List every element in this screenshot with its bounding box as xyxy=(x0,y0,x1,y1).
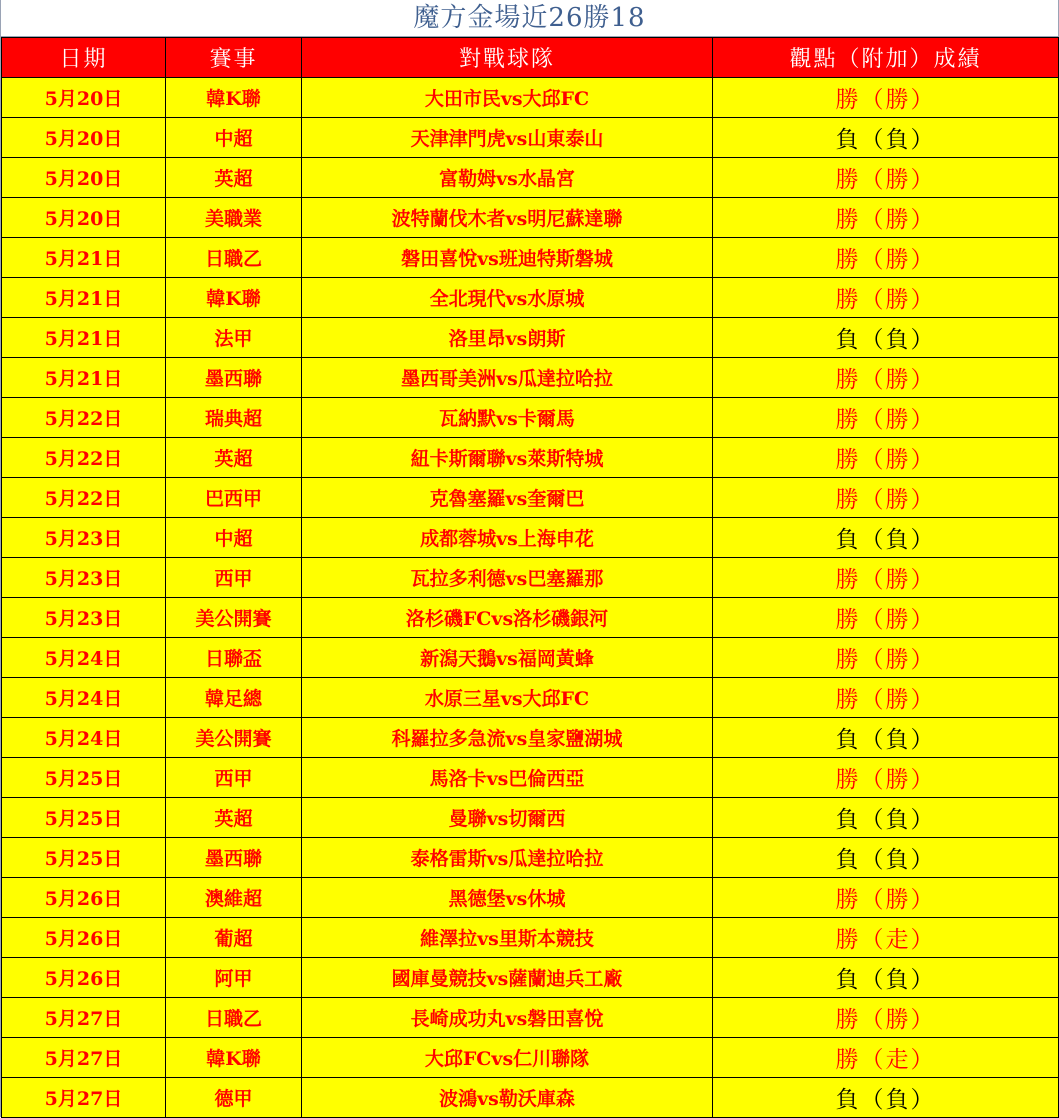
cell-date: 5月22日 xyxy=(2,478,166,518)
cell-match: 波特蘭伐木者vs明尼蘇達聯 xyxy=(302,198,713,238)
cell-league: 美公開賽 xyxy=(166,718,302,758)
cell-league: 墨西聯 xyxy=(166,358,302,398)
table-row xyxy=(2,398,1059,438)
cell-result: 負（負） xyxy=(713,718,1059,758)
cell-match: 全北現代vs水原城 xyxy=(302,278,713,318)
cell-league: 瑞典超 xyxy=(166,398,302,438)
cell-result: 勝（勝） xyxy=(713,198,1059,238)
cell-result: 勝（勝） xyxy=(713,998,1059,1038)
cell-result: 勝（勝） xyxy=(713,358,1059,398)
cell-match: 曼聯vs切爾西 xyxy=(302,798,713,838)
cell-league: 韓K聯 xyxy=(166,1038,302,1078)
cell-result: 勝（勝） xyxy=(713,278,1059,318)
cell-match: 洛里昂vs朗斯 xyxy=(302,318,713,358)
table-row xyxy=(2,198,1059,238)
table-row xyxy=(2,958,1059,998)
cell-league: 西甲 xyxy=(166,558,302,598)
cell-league: 韓K聯 xyxy=(166,278,302,318)
cell-match: 維澤拉vs里斯本競技 xyxy=(302,918,713,958)
table-row xyxy=(2,638,1059,678)
cell-match: 黑德堡vs休城 xyxy=(302,878,713,918)
cell-result: 勝（勝） xyxy=(713,558,1059,598)
cell-league: 英超 xyxy=(166,798,302,838)
cell-date: 5月24日 xyxy=(2,678,166,718)
cell-league: 葡超 xyxy=(166,918,302,958)
cell-league: 德甲 xyxy=(166,1078,302,1118)
cell-result: 勝（勝） xyxy=(713,638,1059,678)
cell-league: 日職乙 xyxy=(166,238,302,278)
cell-result: 勝（勝） xyxy=(713,158,1059,198)
cell-match: 克魯塞羅vs奎爾巴 xyxy=(302,478,713,518)
table-row xyxy=(2,878,1059,918)
cell-result: 勝（勝） xyxy=(713,678,1059,718)
table-row xyxy=(2,558,1059,598)
cell-league: 巴西甲 xyxy=(166,478,302,518)
cell-result: 負（負） xyxy=(713,958,1059,998)
cell-league: 韓足總 xyxy=(166,678,302,718)
cell-date: 5月20日 xyxy=(2,158,166,198)
cell-result: 勝（勝） xyxy=(713,398,1059,438)
cell-match: 馬洛卡vs巴倫西亞 xyxy=(302,758,713,798)
table-row xyxy=(2,598,1059,638)
table-row xyxy=(2,1038,1059,1078)
cell-match: 新潟天鵝vs福岡黃蜂 xyxy=(302,638,713,678)
cell-result: 勝（勝） xyxy=(713,598,1059,638)
table-body xyxy=(2,78,1059,1118)
cell-league: 英超 xyxy=(166,158,302,198)
cell-match: 瓦納默vs卡爾馬 xyxy=(302,398,713,438)
cell-match: 成都蓉城vs上海申花 xyxy=(302,518,713,558)
cell-league: 澳維超 xyxy=(166,878,302,918)
table-row xyxy=(2,158,1059,198)
results-table xyxy=(1,37,1059,1118)
cell-result: 勝（勝） xyxy=(713,438,1059,478)
table-row xyxy=(2,1078,1059,1118)
header-league: 賽事 xyxy=(166,38,302,78)
cell-match: 泰格雷斯vs瓜達拉哈拉 xyxy=(302,838,713,878)
cell-result: 負（負） xyxy=(713,838,1059,878)
cell-match: 長崎成功丸vs磐田喜悅 xyxy=(302,998,713,1038)
cell-date: 5月25日 xyxy=(2,838,166,878)
cell-league: 美職業 xyxy=(166,198,302,238)
cell-league: 墨西聯 xyxy=(166,838,302,878)
cell-league: 日聯盃 xyxy=(166,638,302,678)
cell-league: 西甲 xyxy=(166,758,302,798)
cell-league: 阿甲 xyxy=(166,958,302,998)
table-row xyxy=(2,758,1059,798)
cell-date: 5月24日 xyxy=(2,718,166,758)
cell-match: 波鴻vs勒沃庫森 xyxy=(302,1078,713,1118)
cell-result: 勝（勝） xyxy=(713,878,1059,918)
cell-date: 5月21日 xyxy=(2,278,166,318)
table-row xyxy=(2,438,1059,478)
table-row xyxy=(2,478,1059,518)
sheet-title: 魔方金場近26勝18 xyxy=(1,0,1058,37)
cell-league: 中超 xyxy=(166,118,302,158)
cell-result: 勝（走） xyxy=(713,918,1059,958)
cell-date: 5月23日 xyxy=(2,598,166,638)
cell-date: 5月20日 xyxy=(2,118,166,158)
cell-match: 富勒姆vs水晶宮 xyxy=(302,158,713,198)
cell-league: 美公開賽 xyxy=(166,598,302,638)
cell-date: 5月24日 xyxy=(2,638,166,678)
cell-date: 5月26日 xyxy=(2,918,166,958)
table-row xyxy=(2,718,1059,758)
cell-match: 紐卡斯爾聯vs萊斯特城 xyxy=(302,438,713,478)
table-row xyxy=(2,838,1059,878)
cell-match: 瓦拉多利德vs巴塞羅那 xyxy=(302,558,713,598)
cell-result: 負（負） xyxy=(713,118,1059,158)
table-row xyxy=(2,518,1059,558)
cell-date: 5月25日 xyxy=(2,758,166,798)
cell-date: 5月20日 xyxy=(2,78,166,118)
cell-match: 水原三星vs大邱FC xyxy=(302,678,713,718)
cell-result: 負（負） xyxy=(713,798,1059,838)
cell-result: 勝（走） xyxy=(713,1038,1059,1078)
cell-date: 5月26日 xyxy=(2,958,166,998)
table-row xyxy=(2,678,1059,718)
cell-result: 勝（勝） xyxy=(713,478,1059,518)
table-row xyxy=(2,798,1059,838)
cell-date: 5月26日 xyxy=(2,878,166,918)
table-row xyxy=(2,78,1059,118)
cell-date: 5月22日 xyxy=(2,398,166,438)
cell-league: 英超 xyxy=(166,438,302,478)
cell-match: 墨西哥美洲vs瓜達拉哈拉 xyxy=(302,358,713,398)
header-match: 對戰球隊 xyxy=(302,38,713,78)
table-row xyxy=(2,278,1059,318)
cell-date: 5月27日 xyxy=(2,998,166,1038)
cell-match: 科羅拉多急流vs皇家鹽湖城 xyxy=(302,718,713,758)
cell-result: 負（負） xyxy=(713,1078,1059,1118)
header-result: 觀點（附加）成績 xyxy=(713,38,1059,78)
cell-match: 天津津門虎vs山東泰山 xyxy=(302,118,713,158)
cell-date: 5月21日 xyxy=(2,318,166,358)
header-row xyxy=(2,38,1059,78)
cell-match: 大田市民vs大邱FC xyxy=(302,78,713,118)
cell-league: 法甲 xyxy=(166,318,302,358)
cell-result: 負（負） xyxy=(713,518,1059,558)
cell-match: 洛杉磯FCvs洛杉磯銀河 xyxy=(302,598,713,638)
cell-league: 韓K聯 xyxy=(166,78,302,118)
cell-result: 勝（勝） xyxy=(713,758,1059,798)
cell-date: 5月27日 xyxy=(2,1078,166,1118)
cell-result: 勝（勝） xyxy=(713,238,1059,278)
cell-date: 5月22日 xyxy=(2,438,166,478)
table-row xyxy=(2,998,1059,1038)
cell-date: 5月21日 xyxy=(2,238,166,278)
cell-match: 大邱FCvs仁川聯隊 xyxy=(302,1038,713,1078)
cell-date: 5月27日 xyxy=(2,1038,166,1078)
cell-result: 勝（勝） xyxy=(713,78,1059,118)
cell-league: 中超 xyxy=(166,518,302,558)
table-row xyxy=(2,918,1059,958)
table-row xyxy=(2,358,1059,398)
cell-date: 5月20日 xyxy=(2,198,166,238)
cell-match: 磐田喜悅vs班迪特斯磐城 xyxy=(302,238,713,278)
cell-league: 日職乙 xyxy=(166,998,302,1038)
cell-date: 5月23日 xyxy=(2,558,166,598)
cell-date: 5月23日 xyxy=(2,518,166,558)
header-date: 日期 xyxy=(2,38,166,78)
cell-result: 負（負） xyxy=(713,318,1059,358)
table-row xyxy=(2,318,1059,358)
table-row xyxy=(2,118,1059,158)
cell-date: 5月21日 xyxy=(2,358,166,398)
cell-date: 5月25日 xyxy=(2,798,166,838)
cell-match: 國庫曼競技vs薩蘭迪兵工廠 xyxy=(302,958,713,998)
table-row xyxy=(2,238,1059,278)
